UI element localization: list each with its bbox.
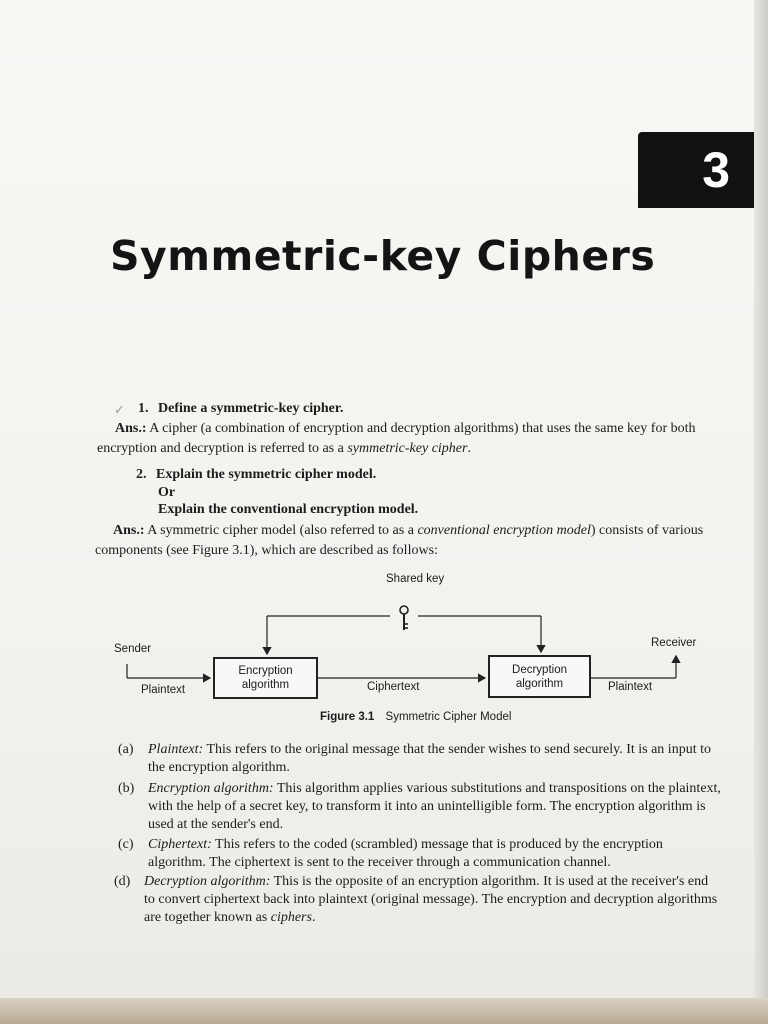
answer-2 xyxy=(95,521,725,561)
figure-caption xyxy=(320,711,511,723)
item-text: This is the opposite of an encryption algorithm. It is used at the receiver's end to convert ciphertext back into plaintext (original message). The encryption and decryption algorithms are together known as xyxy=(144,874,718,925)
list-item xyxy=(114,873,718,927)
question-1-text: Define a symmetric-key cipher. xyxy=(158,401,344,416)
question-2-alt: Explain the conventional encryption model. xyxy=(158,502,419,517)
receiver-label: Receiver xyxy=(651,637,697,649)
figure-caption-text: Symmetric Cipher Model xyxy=(385,711,512,723)
item-term-end: ciphers xyxy=(270,910,312,925)
item-marker: (d) xyxy=(114,874,131,889)
item-marker: (b) xyxy=(118,781,135,796)
answer-1 xyxy=(97,419,727,459)
decryption-algorithm-box xyxy=(488,655,591,698)
question-2-number: 2. xyxy=(136,467,147,482)
ciphertext-label: Ciphertext xyxy=(367,681,420,693)
chapter-number-tab xyxy=(638,132,762,208)
answer-1-text: A cipher (a combination of encryption and decryption algorithms) that uses the same key for both encryption and decryption is referred to as a xyxy=(97,421,696,456)
item-end: . xyxy=(311,910,316,925)
decryption-algorithm-label: Decryption algorithm xyxy=(512,663,567,690)
item-marker: (a) xyxy=(118,742,134,757)
list-item xyxy=(118,780,722,834)
symmetric-cipher-diagram xyxy=(100,568,720,710)
key-icon xyxy=(400,606,408,630)
answer-2-end: ) consists of various components (see Figure 3.1), which are described as follows: xyxy=(95,523,704,558)
item-marker: (c) xyxy=(118,837,134,852)
chapter-number: 3 xyxy=(702,142,730,198)
answer-1-label: Ans.: xyxy=(115,421,147,436)
check-mark-icon: ✓ xyxy=(114,402,125,417)
plaintext-in-label: Plaintext xyxy=(141,684,186,696)
shared-key-label: Shared key xyxy=(386,573,445,585)
answer-2-label: Ans.: xyxy=(113,523,145,538)
encryption-algorithm-label: Encryption algorithm xyxy=(238,665,293,691)
page-edge-bottom xyxy=(0,998,768,1024)
item-term: Encryption algorithm: xyxy=(148,781,274,796)
question-1 xyxy=(138,401,343,417)
list-item xyxy=(118,741,722,777)
item-term: Decryption algorithm: xyxy=(144,874,271,889)
figure-caption-label: Figure 3.1 xyxy=(320,711,375,723)
item-text: This refers to the original message that the sender wishes to send securely. It is an input to the encryption algorithm. xyxy=(148,742,711,775)
question-2-or: Or xyxy=(158,485,176,500)
list-item xyxy=(118,836,722,872)
question-1-number: 1. xyxy=(138,401,149,416)
answer-1-term: symmetric-key cipher xyxy=(347,441,468,456)
answer-2-start: A symmetric cipher model (also referred to as a xyxy=(147,523,414,538)
page-edge-right xyxy=(754,0,768,1024)
item-term: Ciphertext: xyxy=(148,837,212,852)
question-2 xyxy=(136,467,376,483)
answer-1-end: . xyxy=(467,441,471,456)
question-2-text: Explain the symmetric cipher model. xyxy=(156,467,377,482)
sender-label: Sender xyxy=(114,643,152,655)
chapter-title: Symmetric-key Ciphers xyxy=(110,232,656,280)
item-text: This algorithm applies various substitutions and transpositions on the plaintext, with the help of a secret key, to transform it into an unintelligible form. The encryption algorithm is used at the sender's end. xyxy=(148,781,721,832)
item-text: This refers to the coded (scrambled) message that is produced by the encryption algorithm. The ciphertext is sent to the receiver through a communication channel. xyxy=(148,837,663,870)
item-term: Plaintext: xyxy=(148,742,204,757)
encryption-algorithm-box xyxy=(213,657,318,699)
plaintext-out-label: Plaintext xyxy=(608,681,653,693)
answer-2-term: conventional encryption model xyxy=(417,523,591,538)
